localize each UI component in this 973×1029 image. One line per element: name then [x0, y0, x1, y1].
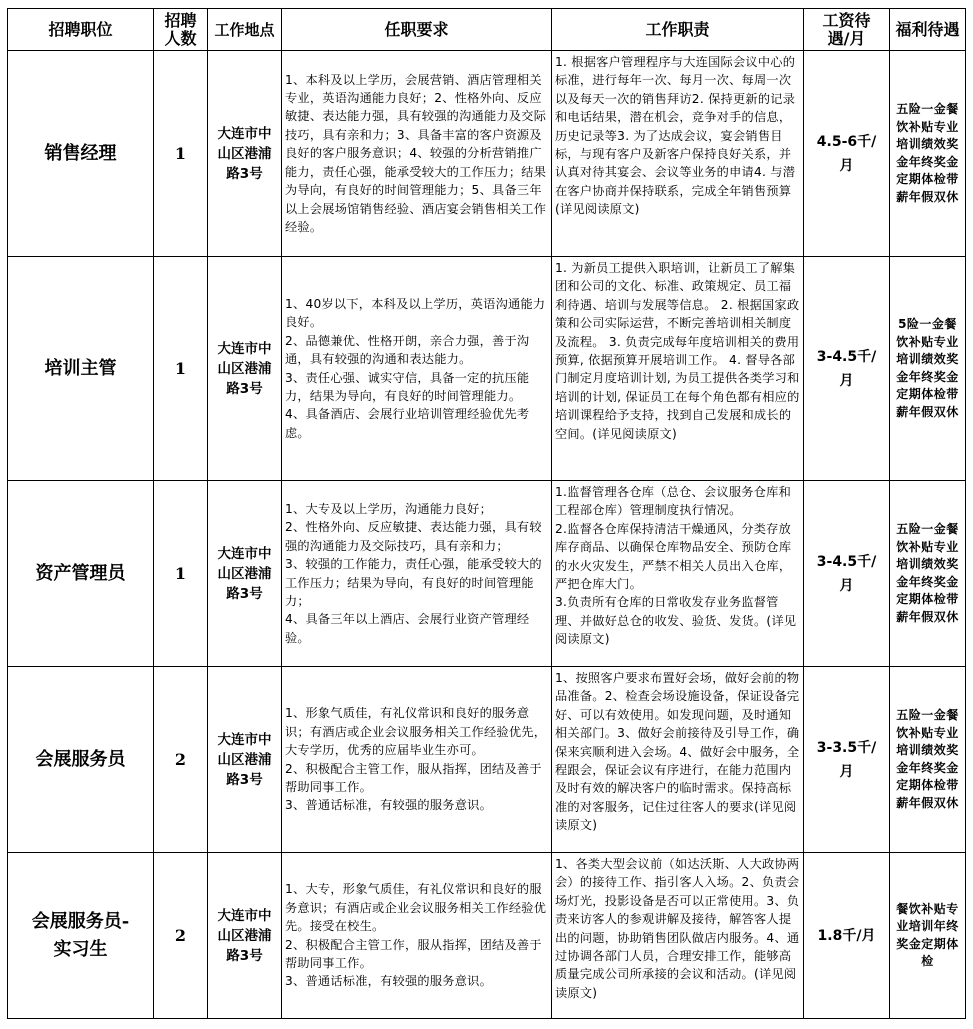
count-cell: 1: [154, 51, 208, 257]
requirements-cell: 1、40岁以下，本科及以上学历，英语沟通能力良好。 2、品德兼优、性格开朗，亲合力强，善于沟通，具有较强的沟通和表达能力。 3、责任心强、诚实守信，具备一定的抗压能力，结果为导向，有良好的时间管理能力。 4、具备酒店、会展行业培训管理经验优先考虑。: [282, 257, 552, 481]
position-cell: 会展服务员: [8, 667, 154, 853]
count-cell: 2: [154, 667, 208, 853]
position-cell: 资产管理员: [8, 481, 154, 667]
header-benefits: 福利待遇: [890, 9, 966, 51]
duties-cell: 1. 根据客户管理程序与大连国际会议中心的标准，进行每年一次、每月一次、每周一次以及每天一次的销售拜访2. 保持更新的记录和电话结果，潜在机会，竞争对手的信息，历史记录等3. 为了达成会议，宴会销售目标，与现有客户及新客户保持良好关系，并认真对待其宴会、会议等业务的申请4. 与潜在客户协商并保持联系，完成全年销售预算(详见阅读原文): [552, 51, 804, 257]
duties-cell: 1. 为新员工提供入职培训，让新员工了解集团和公司的文化、标准、政策规定、员工福利待遇、培训与发展等信息。 2. 根据国家政策和公司实际运营，不断完善培训相关制度及流程。 3. 负责完成每年度培训相关的费用预算, 依据预算开展培训工作。 4. 督导各部门制定月度培训计划, 为员工提供各类学习和培训的计划, 保证员工在每个角色都有相应的培训课程给予支持，找到自己发展和成长的空间。(详见阅读原文): [552, 257, 804, 481]
salary-cell: 3-4.5千/月: [804, 257, 890, 481]
header-requirements: 任职要求: [282, 9, 552, 51]
header-duties: 工作职责: [552, 9, 804, 51]
duties-cell: 1、按照客户要求布置好会场，做好会前的物品准备。2、检查会场设施设备，保证设备完好、可以有效使用。如发现问题，及时通知相关部门。3、做好会前接待及引导工作，确保来宾顺利进入会场。4、做好会中服务，全程跟会，保证会议有序进行，在能力范围内及时有效的解决客户的临时需求。保持高标准的对客服务，记住过往客人的要求(详见阅读原文): [552, 667, 804, 853]
header-salary: 工资待遇/月: [804, 9, 890, 51]
benefits-cell: 五险一金餐饮补贴专业培训绩效奖金年终奖金定期体检带薪年假双休: [890, 51, 966, 257]
location-cell: 大连市中山区港浦路3号: [208, 853, 282, 1019]
table-row: [8, 481, 966, 667]
location-cell: 大连市中山区港浦路3号: [208, 667, 282, 853]
table-row: [8, 257, 966, 481]
salary-cell: 3-4.5千/月: [804, 481, 890, 667]
benefits-cell: 5险一金餐饮补贴专业培训绩效奖金年终奖金定期体检带薪年假双休: [890, 257, 966, 481]
location-cell: 大连市中山区港浦路3号: [208, 51, 282, 257]
recruitment-table: [7, 8, 966, 1019]
requirements-cell: 1、大专及以上学历，沟通能力良好； 2、性格外向、反应敏捷、表达能力强，具有较强的沟通能力及交际技巧，具有亲和力； 3、较强的工作能力，责任心强，能承受较大的工作压力；结果为导向，有良好的时间管理能力； 4、具备三年以上酒店、会展行业资产管理经验。: [282, 481, 552, 667]
salary-cell: 4.5-6千/月: [804, 51, 890, 257]
benefits-cell: 餐饮补贴专业培训年终奖金定期体检: [890, 853, 966, 1019]
location-cell: 大连市中山区港浦路3号: [208, 257, 282, 481]
header-location: 工作地点: [208, 9, 282, 51]
count-cell: 2: [154, 853, 208, 1019]
count-cell: 1: [154, 481, 208, 667]
requirements-cell: 1、本科及以上学历，会展营销、酒店管理相关专业，英语沟通能力良好；2、性格外向、反应敏捷、表达能力强，具有较强的沟通能力及交际技巧，具有亲和力；3、具备丰富的客户资源及良好的客户服务意识；4、较强的分析营销推广能力，责任心强，能承受较大的工作压力；结果为导向，有良好的时间管理能力；5、具备三年以上会展场馆销售经验、酒店宴会销售相关工作经验。: [282, 51, 552, 257]
position-cell: 培训主管: [8, 257, 154, 481]
position-cell: 会展服务员-实习生: [8, 853, 154, 1019]
location-cell: 大连市中山区港浦路3号: [208, 481, 282, 667]
salary-cell: 3-3.5千/月: [804, 667, 890, 853]
benefits-cell: 五险一金餐饮补贴专业培训绩效奖金年终奖金定期体检带薪年假双休: [890, 481, 966, 667]
header-count: 招聘 人数: [154, 9, 208, 51]
header-position: 招聘职位: [8, 9, 154, 51]
table-row: [8, 853, 966, 1019]
duties-cell: 1、各类大型会议前（如达沃斯、人大政协两会）的接待工作、指引客人入场。2、负责会场灯光，投影设备是否可以正常使用。3、负责来访客人的参观讲解及接待，解答客人提出的问题，协助销售团队做店内服务。4、通过协调各部门人员，合理安排工作，能够高质量完成公司所承接的会议和活动。(详见阅读原文): [552, 853, 804, 1019]
duties-cell: 1.监督管理各仓库（总仓、会议服务仓库和工程部仓库）管理制度执行情况。 2.监督各仓库保持清洁干燥通风，分类存放库存商品、以确保仓库物品安全、预防仓库的水火灾发生，严禁不相关人员出入仓库，严把仓库大门。 3.负责所有仓库的日常收发存业务监督管理、并做好总仓的收发、验货、发货。(详见阅读原文): [552, 481, 804, 667]
count-cell: 1: [154, 257, 208, 481]
header-row: [8, 9, 966, 51]
salary-cell: 1.8千/月: [804, 853, 890, 1019]
table-row: [8, 51, 966, 257]
requirements-cell: 1、形象气质佳，有礼仪常识和良好的服务意识；有酒店或企业会议服务相关工作经验优先，大专学历，优秀的应届毕业生亦可。 2、积极配合主管工作，服从指挥，团结及善于帮助同事工作。 3、普通话标准，有较强的服务意识。: [282, 667, 552, 853]
table-row: [8, 667, 966, 853]
position-cell: 销售经理: [8, 51, 154, 257]
requirements-cell: 1、大专，形象气质佳，有礼仪常识和良好的服务意识；有酒店或企业会议服务相关工作经验优先。接受在校生。 2、积极配合主管工作，服从指挥，团结及善于帮助同事工作。 3、普通话标准，有较强的服务意识。: [282, 853, 552, 1019]
benefits-cell: 五险一金餐饮补贴专业培训绩效奖金年终奖金定期体检带薪年假双休: [890, 667, 966, 853]
